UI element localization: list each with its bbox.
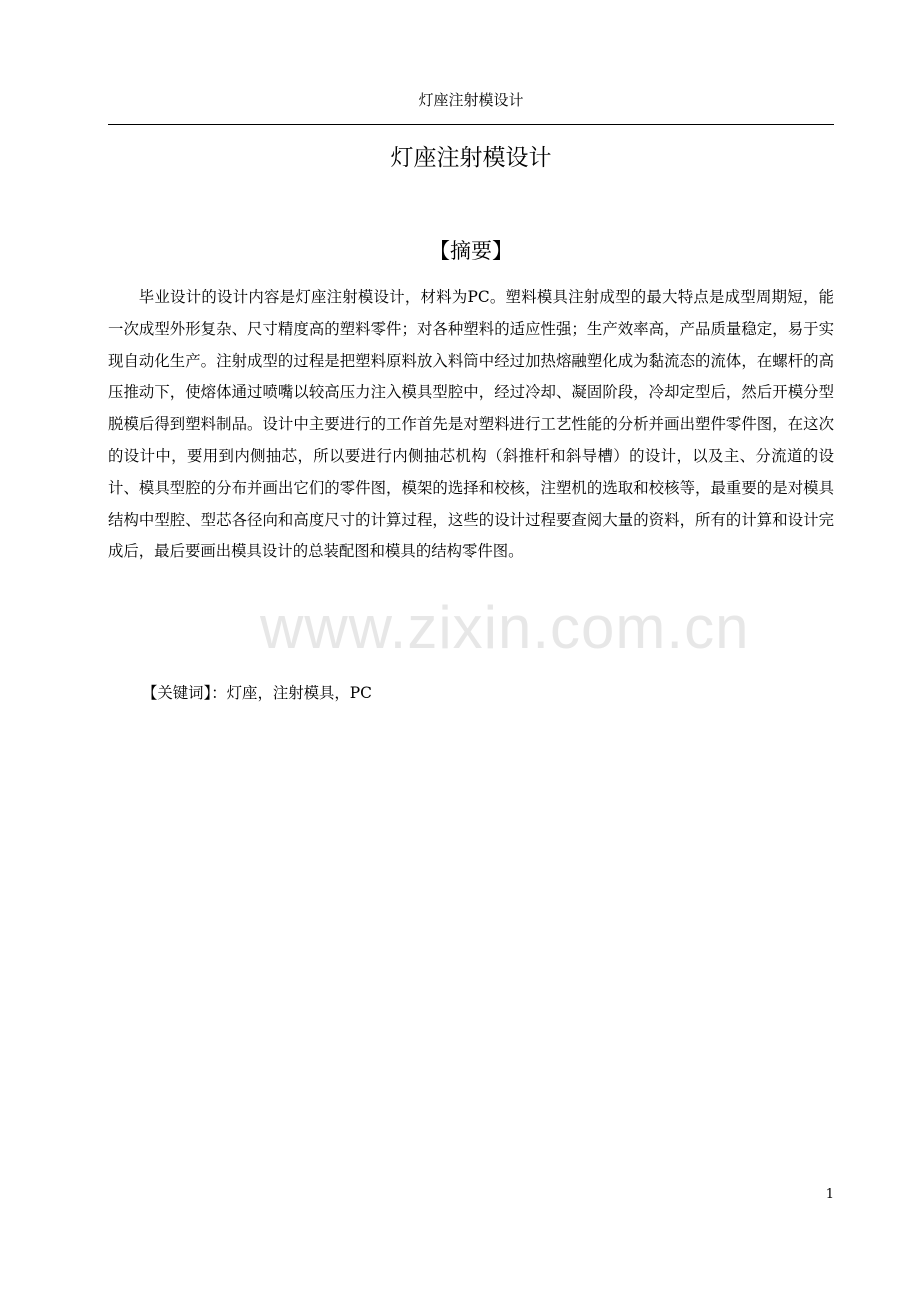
running-header: 灯座注射模设计 [418,91,524,109]
abstract-paragraph: 毕业设计的设计内容是灯座注射模设计，材料为PC。塑料模具注射成型的最大特点是成型周期短，能一次成型外形复杂、尺寸精度高的塑料零件；对各种塑料的适应性强；生产效率高，产品质量稳定，易于实现自动化生产。注射成型的过程是把塑料原料放入料筒中经过加热熔融塑化成为黏流态的流体，在螺杆的高压推动下，使熔体通过喷嘴以较高压力注入模具型腔中，经过冷却、凝固阶段，冷却定型后，然后开模分型脱模后得到塑料制品。设计中主要进行的工作首先是对塑料进行工艺性能的分析并画出塑件零件图，在这次的设计中，要用到内侧抽芯，所以要进行内侧抽芯机构（斜推杆和斜导槽）的设计，以及主、分流道的设计、模具型腔的分布并画出它们的零件图，模架的选择和校核，注塑机的选取和校核等，最重要的是对模具结构中型腔、型芯各径向和高度尺寸的计算过程，这些的设计过程要查阅大量的资料，所有的计算和设计完成后，最后要画出模具设计的总装配图和模具的结构零件图。 [108,288,834,561]
watermark: www.zixin.com.cn [260,594,750,661]
page-number: 1 [825,1187,834,1202]
keywords-label: 【关键词】 [142,684,212,702]
header-divider [108,124,834,125]
abstract-heading: 【摘要】 [429,239,513,263]
keywords-line [142,678,834,710]
document-title: 灯座注射模设计 [390,145,552,171]
keywords-value: ：灯座，注射模具，PC [211,684,372,702]
